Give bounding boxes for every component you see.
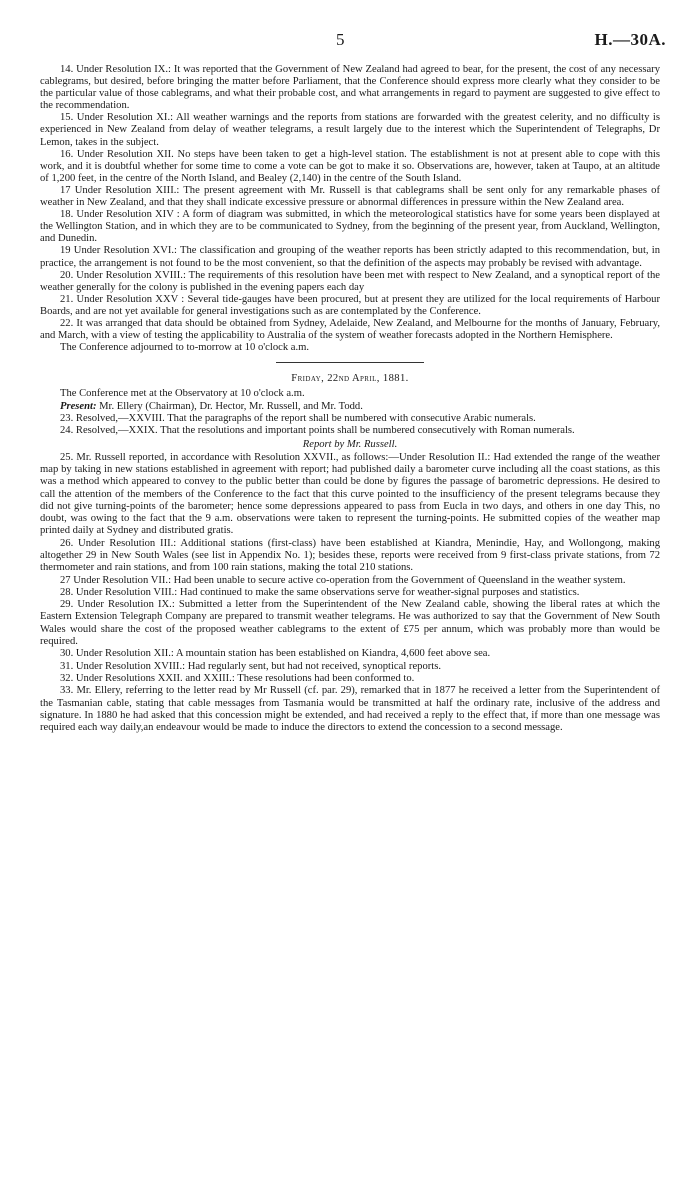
paragraph-20: 20. Under Resolution XVIII.: The requirements of this resolution have been met with respect to New Zealand, and a synoptical report of the weather generally for the colony is published in the evening papers each day: [40, 269, 660, 293]
page-header: [0, 30, 700, 52]
paragraph-21: 21. Under Resolution XXV : Several tide-gauges have been procured, but at present they are utilized for the local requirements of Harbour Boards, and are not yet available for general investigations such as are contemplated by the Conference.: [40, 293, 660, 317]
paragraph-23: 23. Resolved,—XXVIII. That the paragraphs of the report shall be numbered with consecutive Arabic numerals.: [60, 412, 536, 424]
paragraph-17: 17 Under Resolution XIII.: The present agreement with Mr. Russell is that cablegrams shall be sent only for any remarkable phases of weather in New Zealand, and that they shall indicate excessive pressure or abnormal differences in pressure within the New Zealand area.: [40, 184, 660, 209]
document-body: [40, 64, 660, 734]
paragraph-24: 24. Resolved,—XXIX. That the resolutions and important points shall be numbered consecutively with Roman numerals.: [60, 425, 575, 437]
section-proceedings-continued: [40, 64, 660, 354]
paragraph-29: 29. Under Resolution IX.: Submitted a letter from the Superintendent of the New Zealand cable, showing the liberal rates at which the Eastern Extension Telegraph Company are prepared to transmit weather telegrams. He was authorized to say that the Government of New South Wales would share the cost of the proposed weather cablegrams to the extent of £75 per annum, which was probably more than would be required.: [40, 599, 660, 648]
paragraph-14: 14. Under Resolution IX.: It was reported that the Government of New Zealand had agreed to bear, for the present, the cost of any necessary cablegrams, but desired, before bringing the matter before Parliament, that the Conference should express more clearly what they consider to be the particular value of those cablegrams, and what their probable cost, and what arrangements in regard to payment are suggested to give effect to the recommendation.: [40, 64, 660, 112]
present-names: Mr. Ellery (Chairman), Dr. Hector, Mr. Russell, and Mr. Todd.: [99, 400, 363, 412]
paragraph-33: 33. Mr. Ellery, referring to the letter read by Mr Russell (cf. par. 29), remarked that in 1877 he received a letter from the Superintendent of the Tasmanian cable, stating that cable messages from Tasmania would be transmitted at half the ordinary rate, inclusive of the address and signature. In 1880 he had asked that this concession might be extended, and had received a reply to the effect that, if more than one message was required each way daily,an endeavour would be made to induce the directors to extend the concession to a second message.: [40, 685, 660, 734]
paragraph-16: 16. Under Resolution XII. No steps have been taken to get a high-level station. The establishment is not at present able to cope with this work, and it is doubtful whether for some time to come a vote can be got to make it so. Observations are, however, taken at Taupo, at an altitude of 1,200 feet, in the centre of the North Island, and Bealey (2,140) in the centre of the South Island.: [40, 148, 660, 184]
present-line: [40, 401, 660, 413]
section-friday-meeting: [40, 373, 660, 734]
paragraph-18: 18. Under Resolution XIV : A form of diagram was submitted, in which the meteorological statistics have for some years been displayed at the Wellington Station, and in which they are to be communicated to Sydney, from the beginning of the present year, from Auckland, Wellington, and Dunedin.: [40, 209, 660, 245]
present-label: Present:: [60, 400, 97, 412]
section-divider: [276, 362, 424, 363]
paragraph-27: 27 Under Resolution VII.: Had been unable to secure active co-operation from the Government of Queensland in the weather system.: [60, 574, 626, 586]
paragraph-28: 28. Under Resolution VIII.: Had continued to make the same observations serve for weather-signal purposes and statistics.: [60, 586, 580, 598]
meeting-opened-line: The Conference met at the Observatory at 10 o'clock a.m.: [60, 388, 305, 400]
adjournment-line: The Conference adjourned to to-morrow at 10 o'clock a.m.: [60, 342, 310, 354]
paragraph-19: 19 Under Resolution XVI.: The classification and grouping of the weather reports has been strictly adapted to this recommendation, but, in practice, the arrangement is not found to be the most convenient, so that the definition of the aspects may probably be revised with advantage.: [40, 245, 660, 269]
document-code: H.—30A.: [594, 30, 666, 49]
paragraph-32: 32. Under Resolutions XXII. and XXIII.: These resolutions had been conformed to.: [60, 672, 415, 684]
meeting-date-heading: Friday, 22nd April, 1881.: [291, 373, 409, 385]
report-heading: Report by Mr. Russell.: [302, 438, 398, 450]
paragraph-15: 15. Under Resolution XI.: All weather warnings and the reports from stations are forwarded with the greatest celerity, and no difficulty is experienced in New Zealand from delay of weather telegrams, a result largely due to the interest which the Superintendent of Telegraphs, Dr Lemon, takes in the subject.: [40, 112, 660, 148]
paragraph-22: 22. It was arranged that data should be obtained from Sydney, Adelaide, New Zealand, and Melbourne for the months of January, February, and March, with a view of testing the applicability to Australia of the system of weather forecasts adopted in the Northern Hemisphere.: [40, 317, 660, 342]
paragraph-26: 26. Under Resolution III.: Additional stations (first-class) have been established at Kiandra, Menindie, Hay, and Wollongong, making altogether 29 in New South Wales (see list in Appendix No. 1); besides these, reports were received from 9 first-class private stations, from 72 thermometer and rain stations, and from 100 rain stations, making the total 210 stations.: [40, 537, 660, 574]
paragraph-25: 25. Mr. Russell reported, in accordance with Resolution XXVII., as follows:—Under Resolution II.: Had extended the range of the weather map by taking in new stations established in agreement with report; had published daily a barometer curve including all the coast stations, as this was a method which appeared to convey to the public better than could be done by figures the passage of barometric depressions. He desired to call the attention of the members of the Conference to the fact that this curve pointed to the insufficiency of the present telegrams because they did not give turning-points of the barometer; hence some depressions appeared to pass from Eucla in two days, and others in one day This, no doubt, was owing to the fact that the 9 a.m. observations were taken to represent the turning-points. He submitted copies of the weather map printed daily at Sydney and distributed gratis.: [40, 451, 660, 537]
paragraph-31: 31. Under Resolution XVIII.: Had regularly sent, but had not received, synoptical reports.: [60, 660, 441, 672]
paragraph-30: 30. Under Resolution XII.: A mountain station has been established on Kiandra, 4,600 feet above sea.: [60, 648, 491, 660]
page-number: 5: [336, 30, 345, 49]
